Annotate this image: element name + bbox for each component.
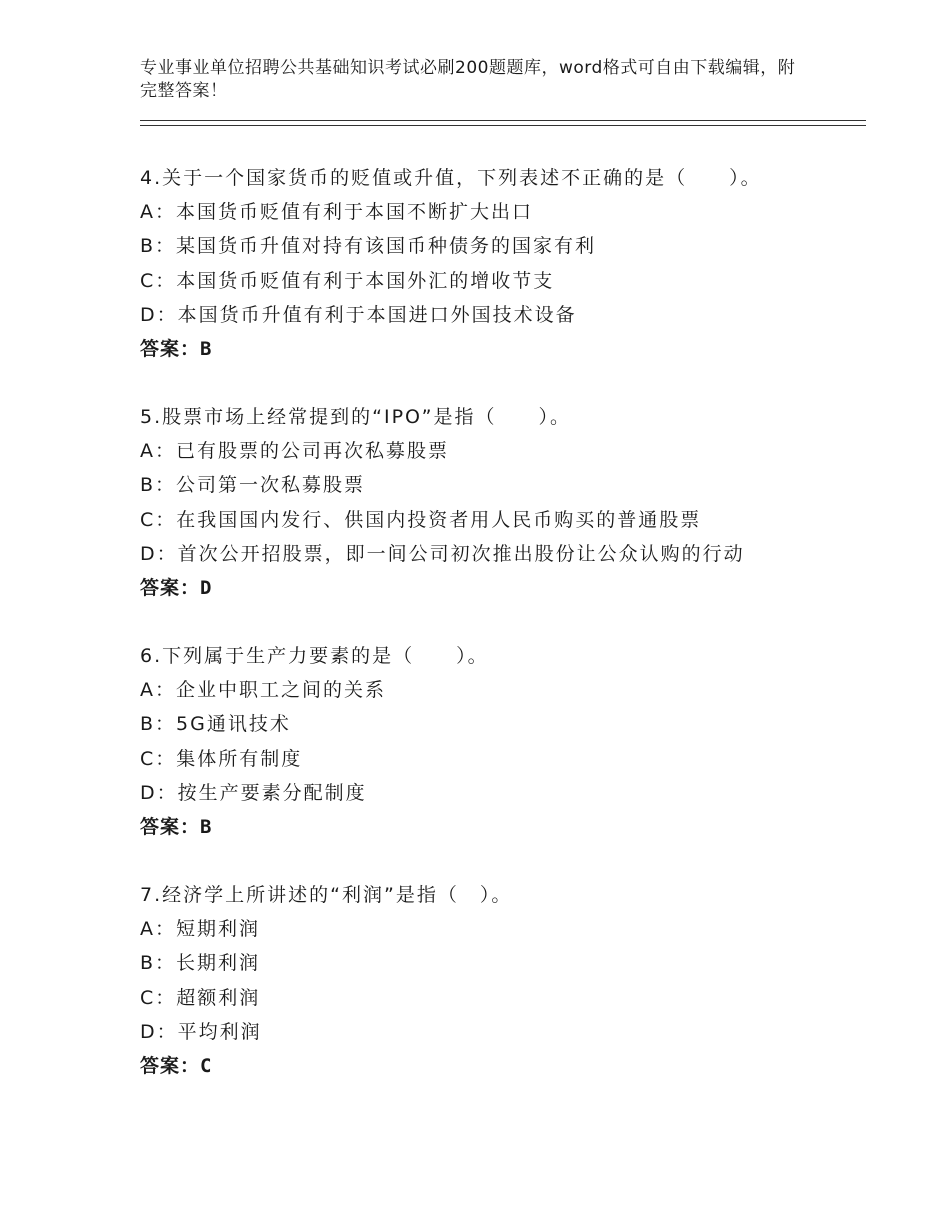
option-a: A：企业中职工之间的关系 xyxy=(140,679,386,702)
answer: 答案：D xyxy=(140,576,213,599)
answer: 答案：B xyxy=(140,815,213,838)
option-c: C：超额利润 xyxy=(140,986,261,1009)
option-c: C：在我国国内发行、供国内投资者用人民币购买的普通股票 xyxy=(140,508,702,531)
question-stem: 4.关于一个国家货币的贬值或升值，下列表述不正确的是（ ）。 xyxy=(140,167,762,189)
option-b: B：5G通讯技术 xyxy=(140,713,291,736)
question-6 xyxy=(140,639,860,844)
option-b: B：某国货币升值对持有该国币种债务的国家有利 xyxy=(140,235,597,258)
question-stem: 5.股票市场上经常提到的“IPO”是指（ ）。 xyxy=(140,406,571,428)
option-d: D：按生产要素分配制度 xyxy=(140,781,367,804)
option-a: A：本国货币贬值有利于本国不断扩大出口 xyxy=(140,201,533,224)
option-c: C：集体所有制度 xyxy=(140,747,303,770)
option-b: B：公司第一次私募股票 xyxy=(140,474,366,497)
question-5 xyxy=(140,400,860,605)
option-c: C：本国货币贬值有利于本国外汇的增收节支 xyxy=(140,269,555,292)
question-7 xyxy=(140,878,860,1083)
header-divider xyxy=(140,120,866,126)
option-b: B：长期利润 xyxy=(140,952,261,975)
option-a: A：短期利润 xyxy=(140,918,260,941)
option-d: D：首次公开招股票，即一间公司初次推出股份让公众认购的行动 xyxy=(140,542,745,565)
option-d: D：本国货币升值有利于本国进口外国技术设备 xyxy=(140,303,577,326)
answer: 答案：B xyxy=(140,337,213,360)
question-4 xyxy=(140,161,860,366)
option-d: D：平均利润 xyxy=(140,1020,262,1043)
answer: 答案：C xyxy=(140,1054,213,1077)
option-a: A：已有股票的公司再次私募股票 xyxy=(140,440,449,463)
question-stem: 7.经济学上所讲述的“利润”是指（ ）。 xyxy=(140,884,513,906)
question-stem: 6.下列属于生产力要素的是（ ）。 xyxy=(140,645,489,667)
document-header: 专业事业单位招聘公共基础知识考试必刷200题题库，word格式可自由下载编辑，附完整答案！ xyxy=(140,58,796,101)
